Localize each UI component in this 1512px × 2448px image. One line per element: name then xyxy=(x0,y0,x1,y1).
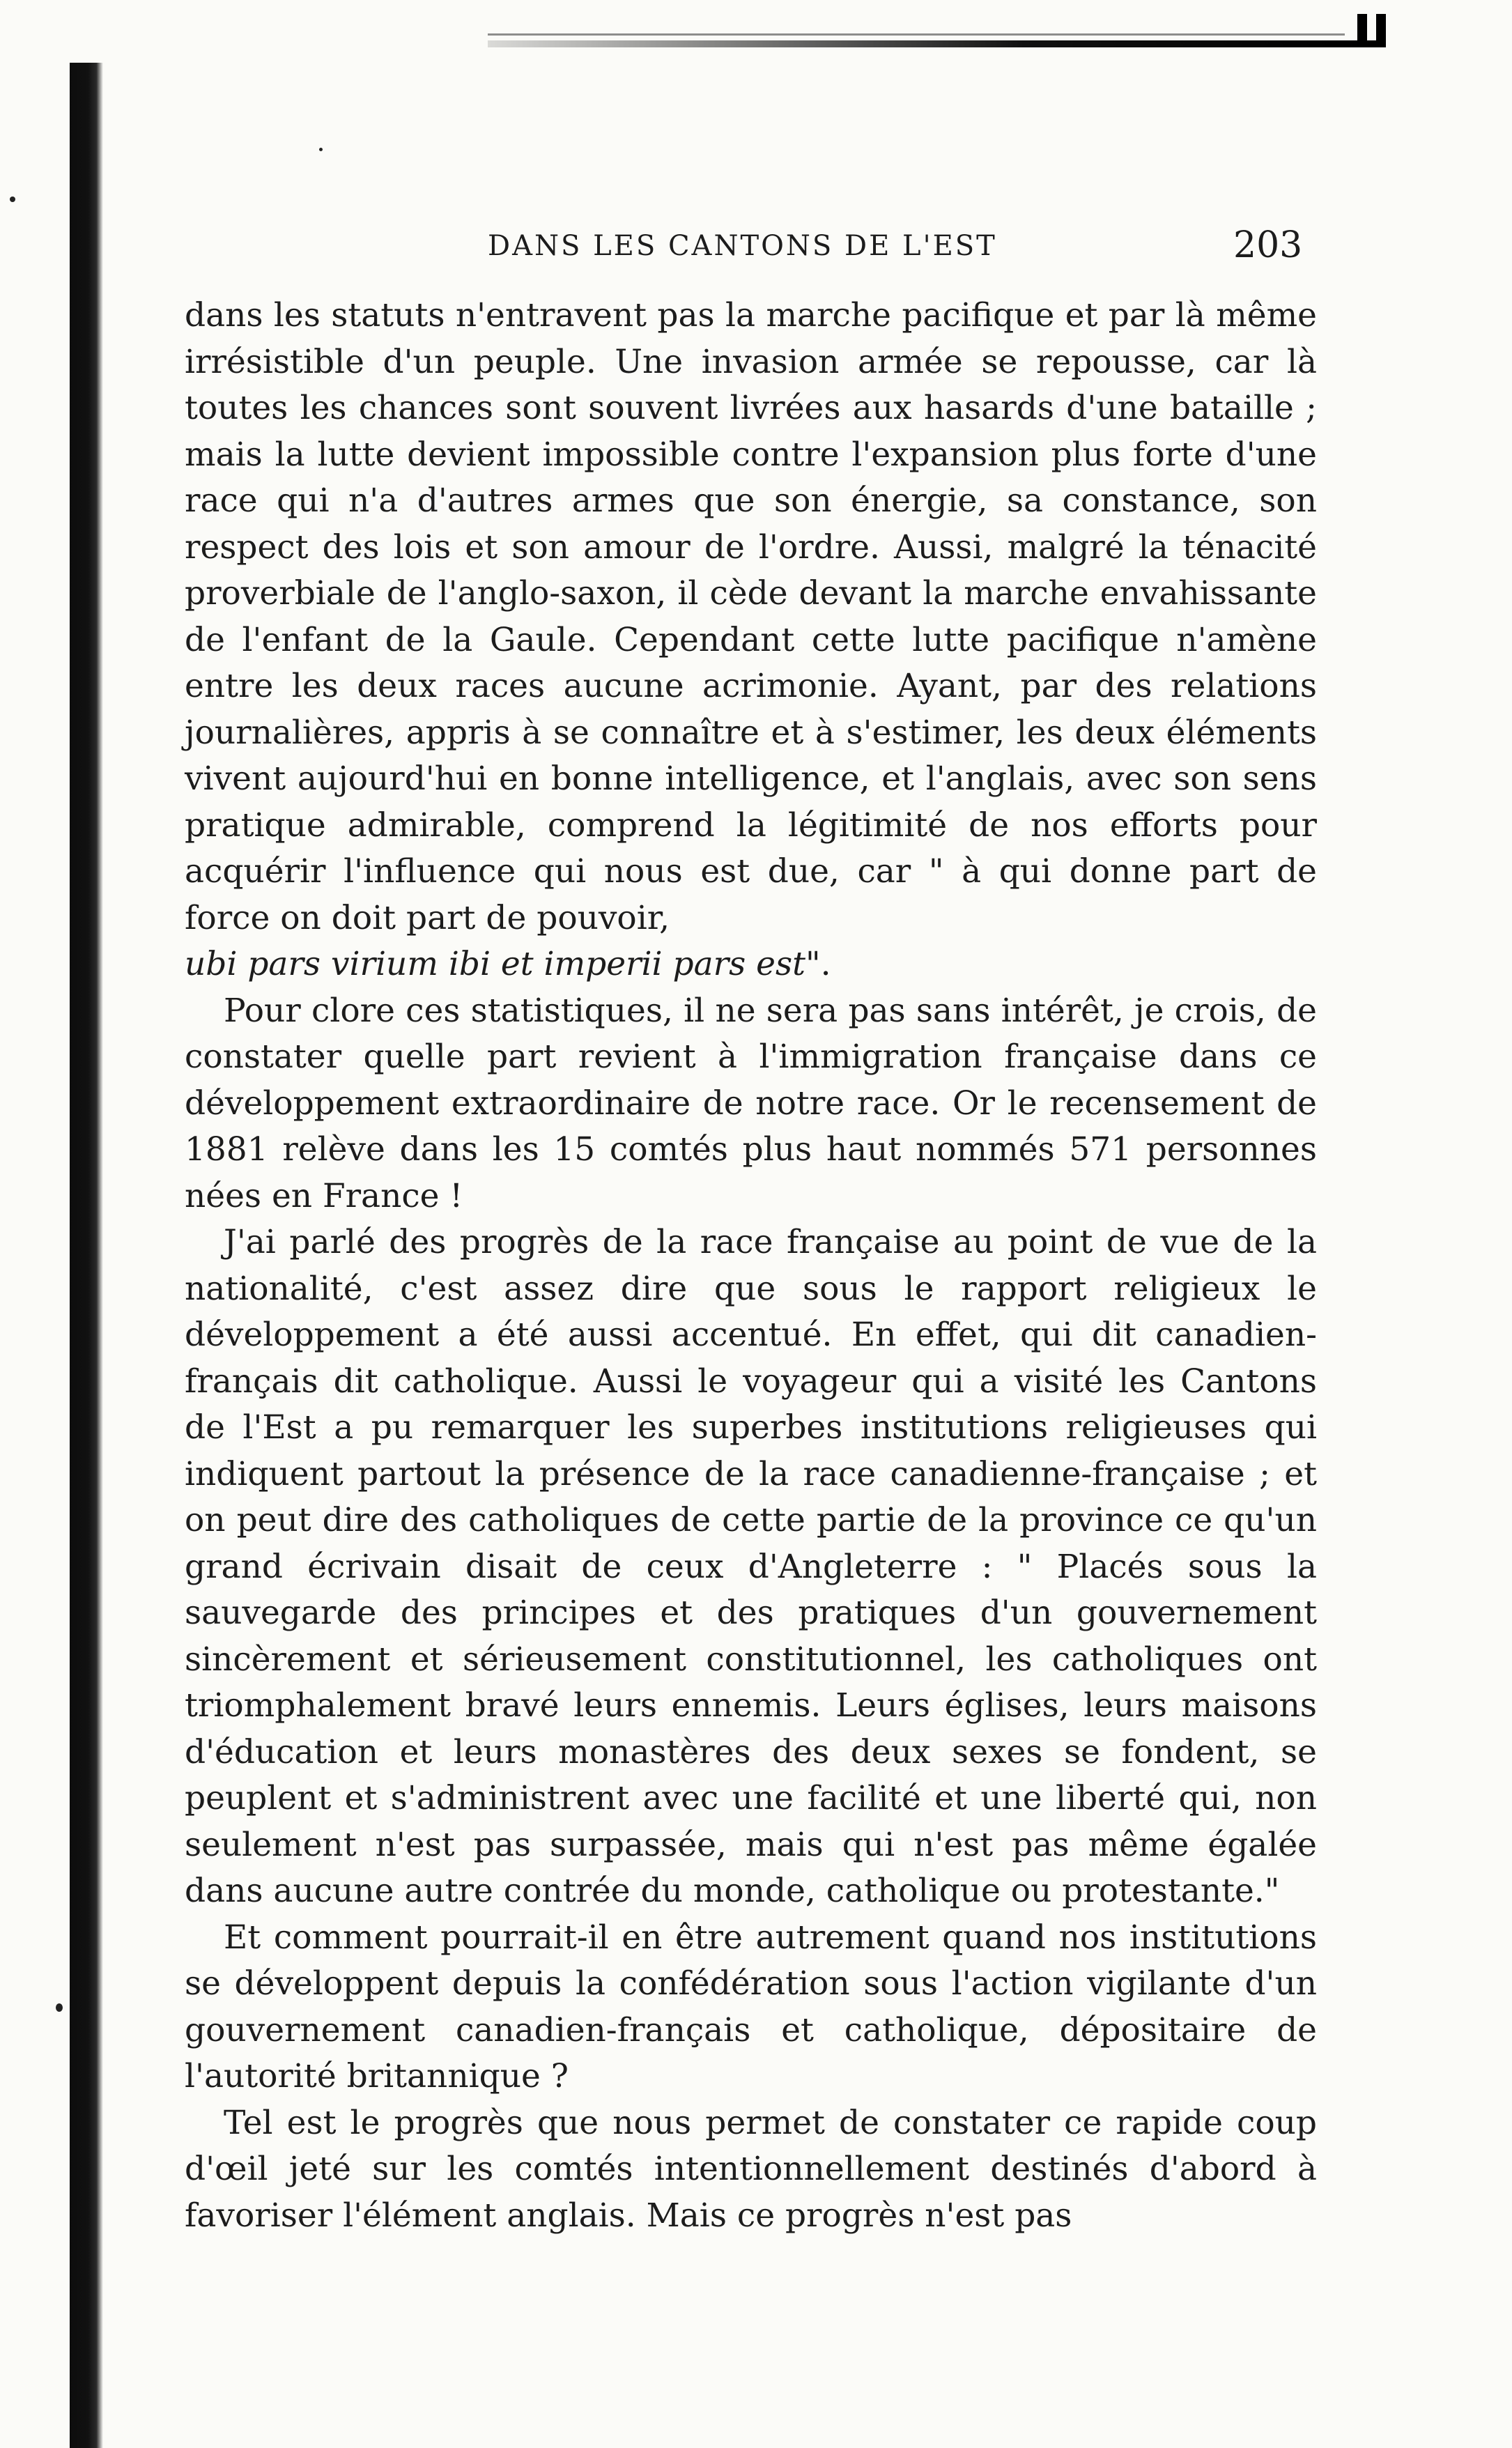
scan-speck xyxy=(319,148,323,151)
scan-speck xyxy=(10,197,15,202)
latin-quotation: ubi pars virium ibi et imperii pars est xyxy=(185,945,805,983)
paragraph-3: J'ai parlé des progrès de la race française au point de vue de la nationalité, c'est assez dire que sous le rapport religieux le développement a été aussi accentué. En effet, qui dit canadien-français dit catholique. Aussi le voyageur qui a visité les Cantons de l'Est a pu remarquer les superbes institutions religieuses qui indiquent partout la présence de la race canadienne-française ; et on peut dire des catholiques de cette partie de la province ce qu'un grand écrivain disait de ceux d'Angleterre : " Placés sous la sauvegarde des principes et des pratiques d'un gouvernement sincèrement et sérieusement constitutionnel, les catholiques ont triomphalement bravé leurs ennemis. Leurs églises, leurs maisons d'éducation et leurs monastères des deux sexes se fondent, se peuplent et s'administrent avec une facilité et une liberté qui, non seulement n'est pas surpassée, mais qui n'est pas même égalée dans aucune autre contrée du monde, catholique ou protestante." xyxy=(185,1223,1317,1910)
running-head xyxy=(0,224,1512,266)
paragraph-4: Et comment pourrait-il en être autrement quand nos institutions se développent depuis la confédération sous l'action vigilante d'un gouvernement canadien-français et catholique, dépositaire de l'autorité britannique ? xyxy=(185,1918,1317,2095)
scan-top-rule xyxy=(488,40,1380,47)
body-text xyxy=(185,293,1317,2239)
paragraph-1-end: ". xyxy=(805,945,831,983)
paragraph-1 xyxy=(185,293,1317,988)
paragraph-5: Tel est le progrès que nous permet de constater ce rapide coup d'œil jeté sur les comtés intentionnellement destinés d'abord à favoriser l'élément anglais. Mais ce progrès n'est pas xyxy=(185,2103,1317,2235)
paragraph-2: Pour clore ces statistiques, il ne sera pas sans intérêt, je crois, de constater quelle part revient à l'immigration française dans ce développement extraordinaire de notre race. Or le recensement de 1881 relève dans les 15 comtés plus haut nommés 571 personnes nées en France ! xyxy=(185,991,1317,1215)
paragraph-1-text: dans les statuts n'entravent pas la marche pacifique et par là même irrésistible d'un peuple. Une invasion armée se repousse, car là toutes les chances sont souvent livrées aux hasards d'une bataille ; mais la lutte devient impossible contre l'expansion plus forte d'une race qui n'a d'autres armes que son énergie, sa constance, son respect des lois et son amour de l'ordre. Aussi, malgré la ténacité proverbiale de l'anglo-saxon, il cède devant la marche envahissante de l'enfant de la Gaule. Cependant cette lutte pacifique n'amène entre les deux races aucune acrimonie. Ayant, par des relations journalières, appris à se connaître et à s'estimer, les deux éléments vivent aujourd'hui en bonne intelligence, et l'anglais, avec son sens pratique admirable, comprend la légitimité de nos efforts pour acquérir l'influence qui nous est due, car " à qui donne part de force on doit part de pouvoir, xyxy=(185,296,1317,937)
scan-top-rule-thin xyxy=(488,33,1345,36)
scan-speck xyxy=(56,2003,63,2012)
scan-corner-mark xyxy=(1376,14,1386,47)
scan-corner-mark xyxy=(1357,14,1367,47)
page-number: 203 xyxy=(1233,224,1303,266)
scan-binding-edge xyxy=(70,63,103,2448)
running-title: DANS LES CANTONS DE L'EST xyxy=(488,230,997,262)
